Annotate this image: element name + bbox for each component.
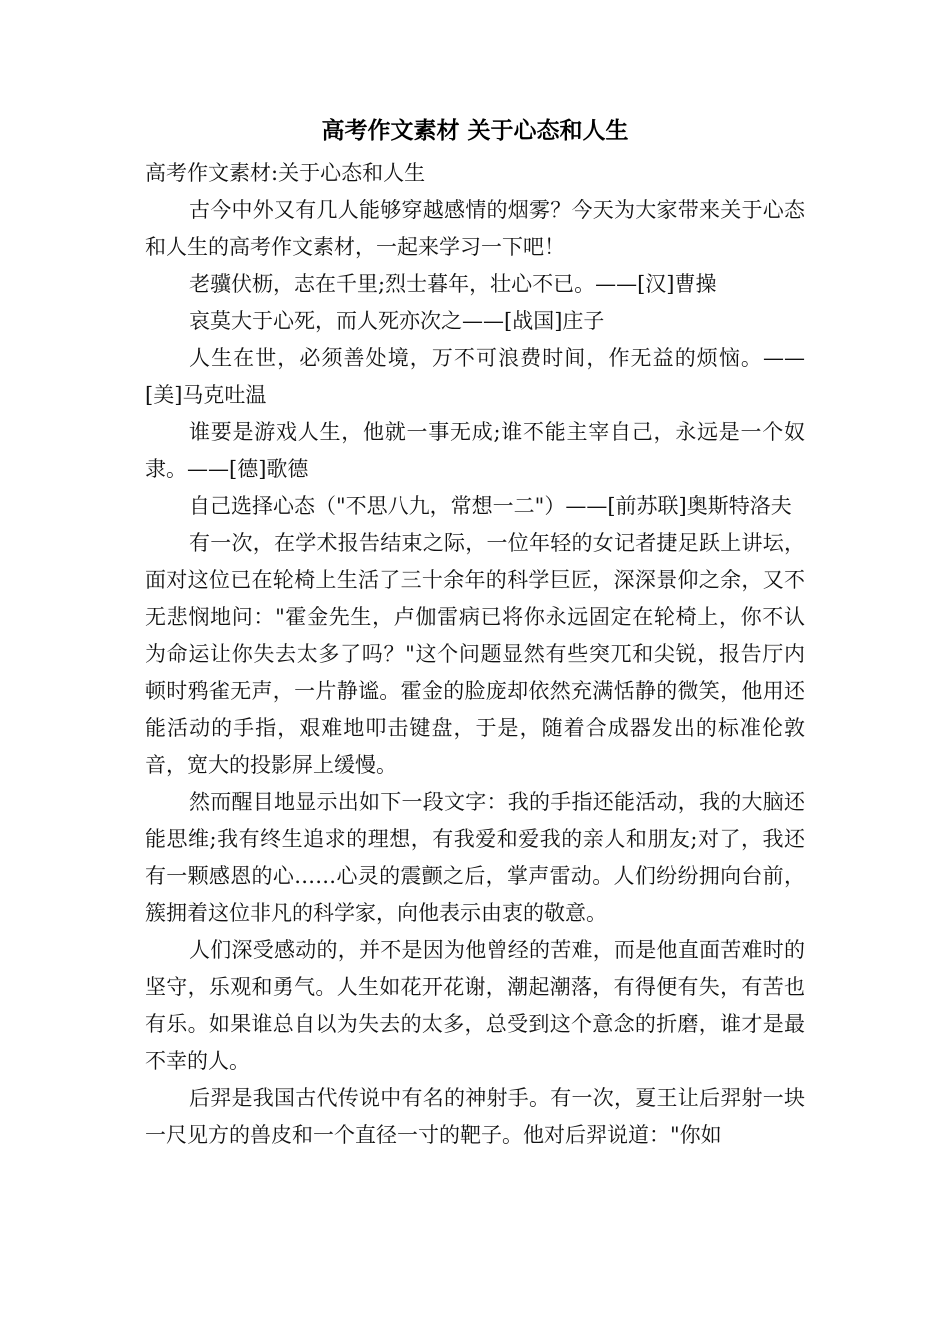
quote-paragraph: 谁要是游戏人生，他就一事无成;谁不能主宰自己，永远是一个奴隶。——[德]歌德: [145, 420, 805, 481]
quote-paragraph: 哀莫大于心死，而人死亦次之——[战国]庄子: [189, 309, 605, 333]
paragraph: 然而醒目地显示出如下一段文字：我的手指还能活动，我的大脑还能思维;我有终生追求的理想，有我爱和爱我的亲人和朋友;对了，我还有一颗感恩的心……心灵的震颤之后，掌声雷动。人们纷纷拥向台前，簇拥着这位非凡的科学家，向他表示由衷的敬意。: [145, 790, 805, 925]
paragraph: 古今中外又有几人能够穿越感情的烟雾？今天为大家带来关于心态和人生的高考作文素材，一起来学习一下吧！: [145, 198, 805, 259]
quote-paragraph: 老骥伏枥，志在千里;烈士暮年，壮心不已。——[汉]曹操: [189, 272, 717, 296]
quote-paragraph: 自己选择心态（"不思八九，常想一二"）——[前苏联]奥斯特洛夫: [189, 494, 792, 518]
paragraph: 后羿是我国古代传说中有名的神射手。有一次，夏王让后羿射一块一尺见方的兽皮和一个直径一寸的靶子。他对后羿说道："你如: [145, 1086, 805, 1147]
document-subtitle: 高考作文素材:关于心态和人生: [145, 161, 426, 185]
document-body: [145, 155, 805, 1154]
paragraph: 有一次，在学术报告结束之际，一位年轻的女记者捷足跃上讲坛，面对这位已在轮椅上生活了三十余年的科学巨匠，深深景仰之余，又不无悲悯地问："霍金先生，卢伽雷病已将你永远固定在轮椅上，你不认为命运让你失去太多了吗？"这个问题显然有些突兀和尖锐，报告厅内顿时鸦雀无声，一片静谧。霍金的脸庞却依然充满恬静的微笑，他用还能活动的手指，艰难地叩击键盘，于是，随着合成器发出的标准伦敦音，宽大的投影屏上缓慢。: [145, 531, 805, 777]
document-title: 高考作文素材 关于心态和人生: [321, 118, 629, 144]
paragraph: 人们深受感动的，并不是因为他曾经的苦难，而是他直面苦难时的坚守，乐观和勇气。人生如花开花谢，潮起潮落，有得便有失，有苦也有乐。如果谁总自以为失去的太多，总受到这个意念的折磨，谁才是最不幸的人。: [145, 938, 805, 1073]
quote-paragraph: 人生在世，必须善处境，万不可浪费时间，作无益的烦恼。——[美]马克吐温: [145, 346, 805, 407]
